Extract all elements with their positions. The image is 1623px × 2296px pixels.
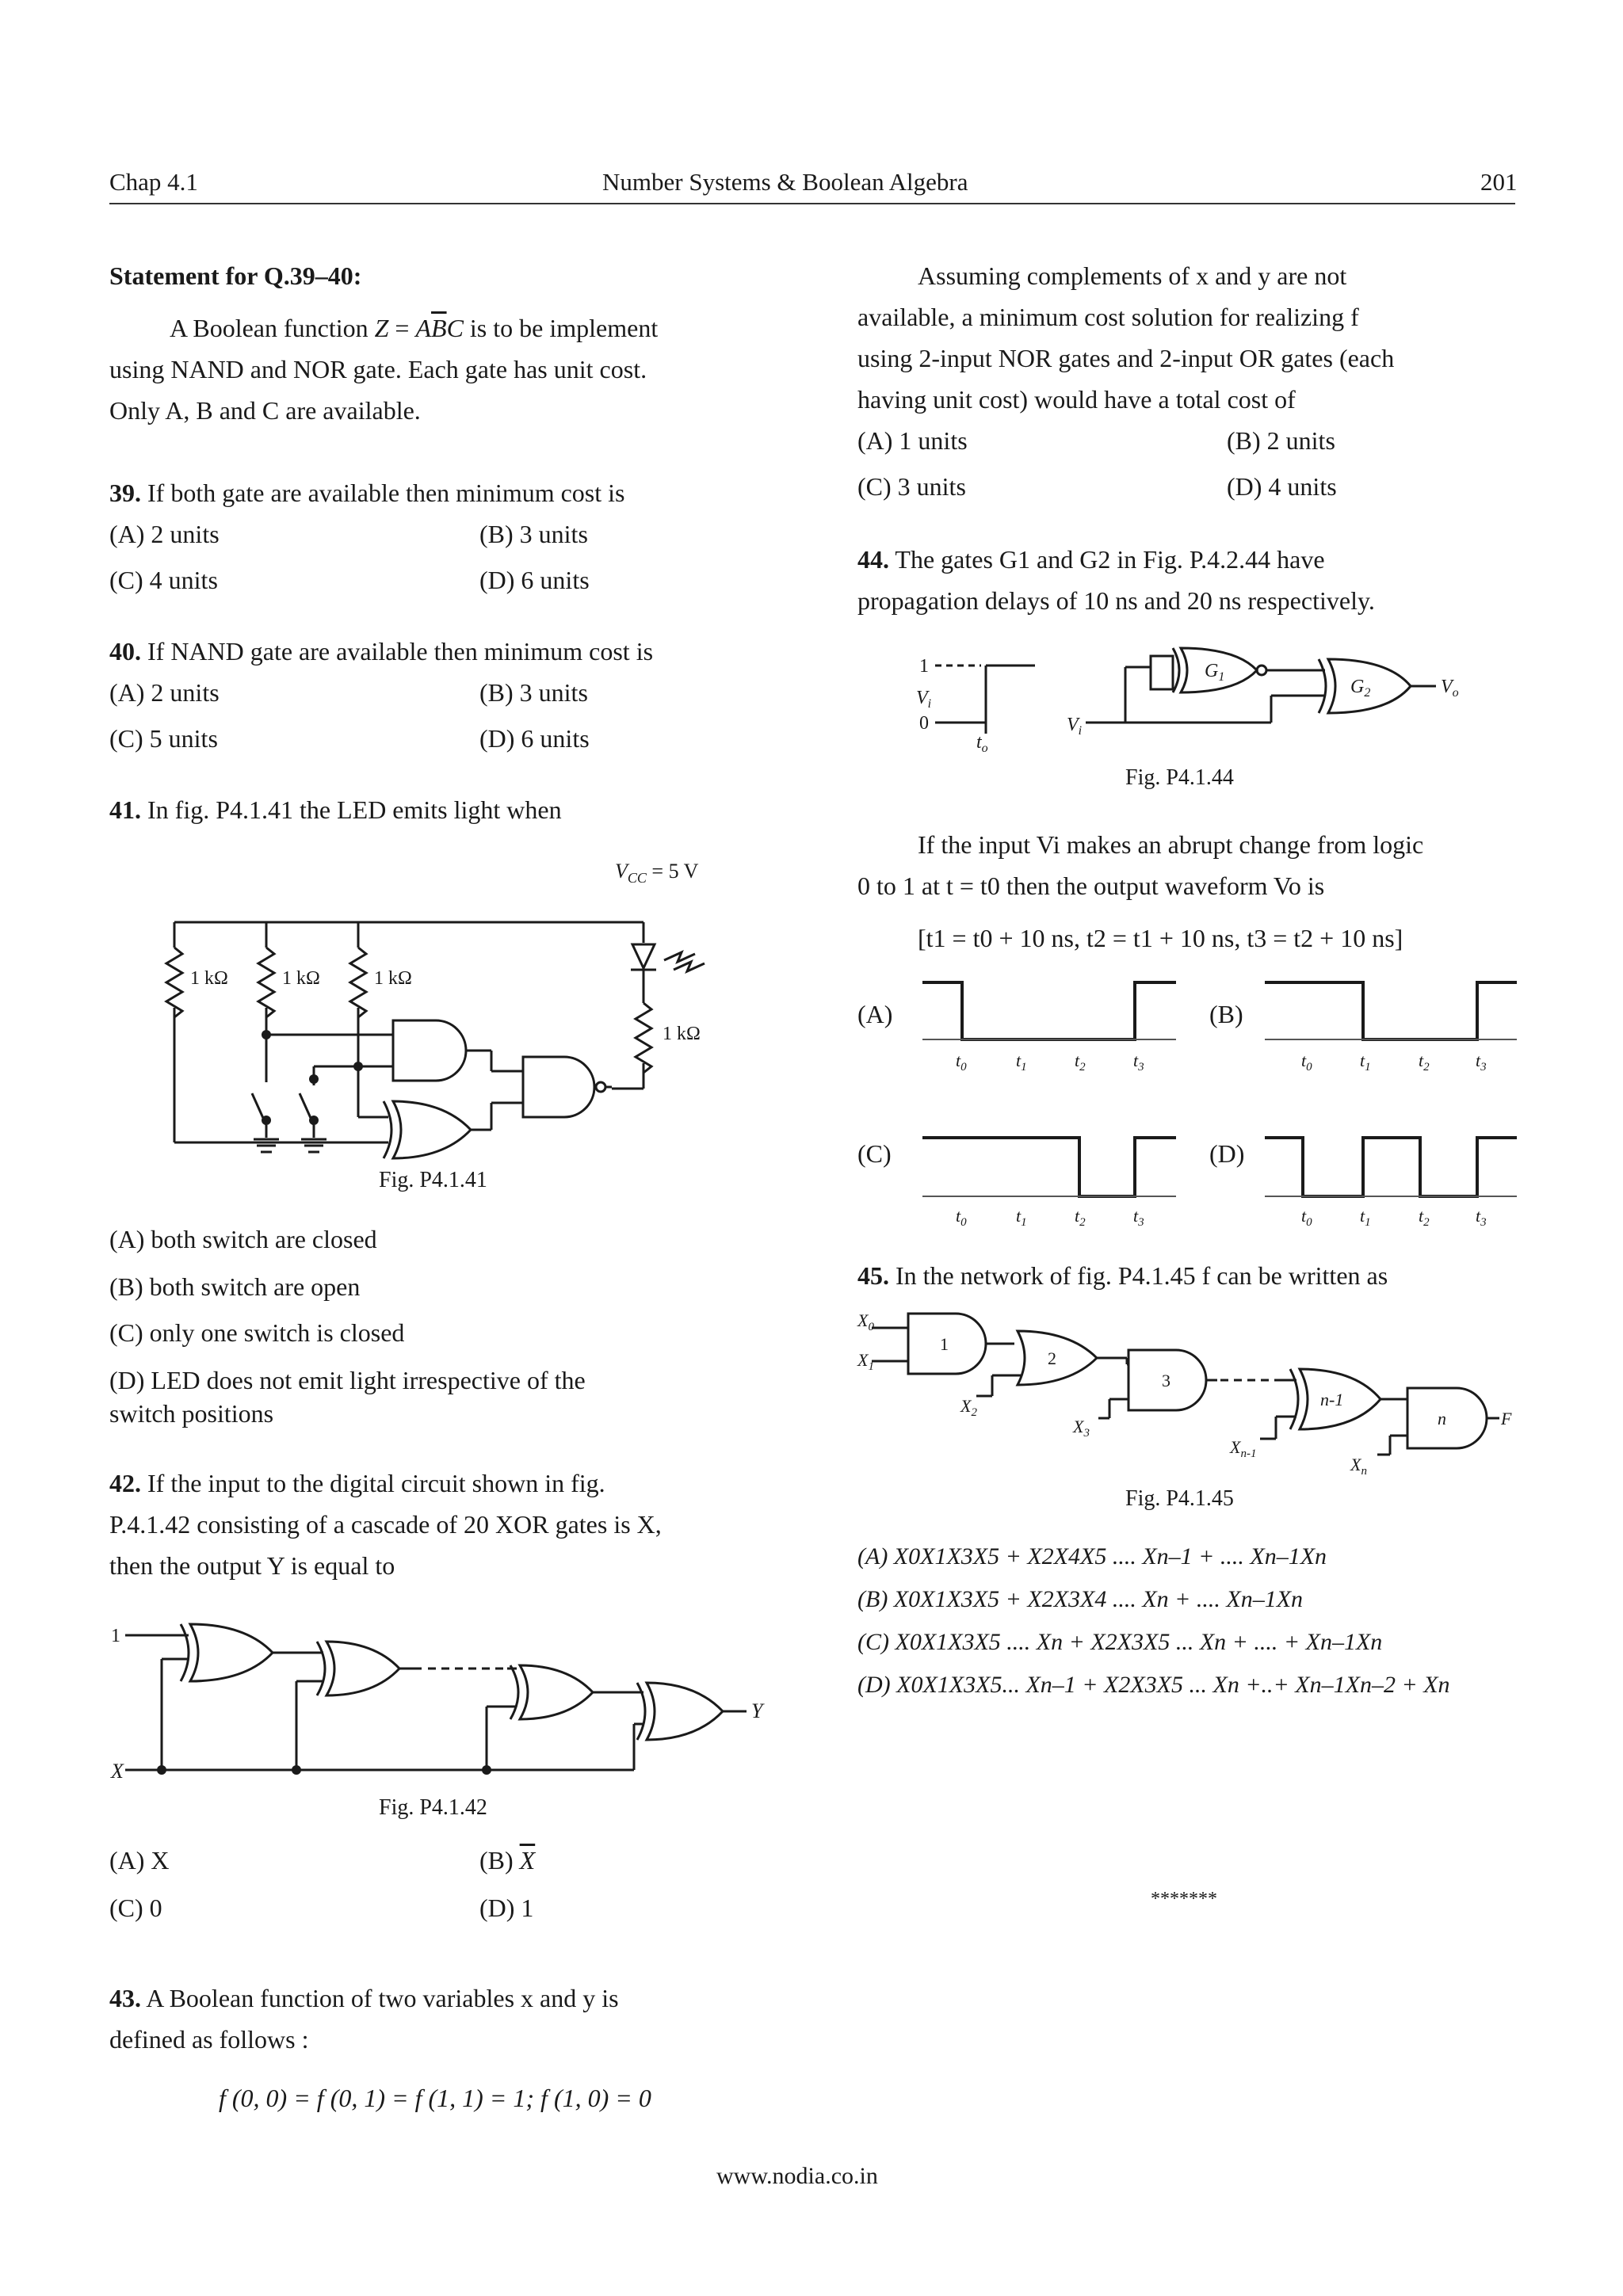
q45-option-c: (C) X0X1X3X5 .... Xn + X2X3X5 ... Xn + .... + Xn–1Xn [857,1629,1383,1655]
question-40: 40. If NAND gate are available then minimum cost is [109,637,654,666]
waveform-d-t3: $t_3$ [1476,1206,1487,1229]
waveform-d-t1: $t_1$ [1360,1206,1371,1229]
statement-line1: A Boolean function $Z = A\overline{B}C$ is to be implement [170,314,659,342]
q43-continued-line2: available, a minimum cost solution for realizing f [857,303,1359,331]
q44-fig-to: $t_o$ [976,732,988,755]
waveform-c-t3: $t_3$ [1133,1206,1144,1229]
question-43-line2: defined as follows : [109,2025,309,2054]
waveform-a-t1: $t_1$ [1016,1051,1027,1074]
q44-vo-label: $V_o$ [1441,677,1459,700]
question-42-line1: 42. If the input to the digital circuit shown in fig. [109,1469,605,1497]
vcc-label: $V_{CC} = 5$ V [615,860,699,886]
q45-xn1-label: $X_{n-1}$ [1230,1437,1257,1460]
question-42-line2: P.4.1.42 consisting of a cascade of 20 XOR gates is X, [109,1510,662,1539]
q45-output-f: F [1501,1409,1512,1428]
q40-option-b: (B) 3 units [479,678,588,707]
q45-gate-n-label: n [1438,1409,1446,1428]
q44-option-c: (C) [857,1139,892,1168]
q42-x-label: X [111,1760,124,1783]
q44-fig-zero: 0 [919,713,929,734]
header-title: Number Systems & Boolean Algebra [602,168,968,196]
q43-formula: f (0, 0) = f (0, 1) = f (1, 1) = 1; f (1, 0) = 0 [219,2084,651,2112]
question-39: 39. If both gate are available then minimum cost is [109,479,625,507]
q40-option-d: (D) 6 units [479,724,590,753]
footer-website[interactable]: www.nodia.co.in [716,2163,878,2189]
q42-y-label: Y [751,1699,763,1722]
q43-option-c: (C) 3 units [857,472,966,501]
q44-g1-label: $G_1$ [1205,661,1225,684]
statement-title: Statement for Q.39–40: [109,261,362,290]
q44-text-line2: 0 to 1 at t = t0 then the output waveform Vo is [857,871,1325,900]
caption-p4-1-44: Fig. P4.1.44 [1125,765,1234,790]
q44-option-d: (D) [1209,1139,1245,1168]
question-44-line1: 44. The gates G1 and G2 in Fig. P.4.2.44 have [857,545,1325,574]
question-45: 45. In the network of fig. P4.1.45 f can be written as [857,1261,1388,1290]
q44-option-b: (B) [1209,1000,1243,1028]
q45-gate-3-label: 3 [1162,1371,1170,1390]
statement-line2: using NAND and NOR gate. Each gate has unit cost. [109,355,647,383]
waveform-c-t0: $t_0$ [956,1206,967,1229]
end-marker: ******* [1151,1889,1217,1909]
waveform-d-t2: $t_2$ [1419,1206,1430,1229]
question-42-line3: then the output Y is equal to [109,1551,395,1580]
resistor-label-2: 1 kΩ [282,968,320,989]
caption-p4-1-42: Fig. P4.1.42 [379,1795,487,1820]
q45-x2-label: $X_2$ [960,1396,977,1419]
q39-option-d: (D) 6 units [479,566,590,594]
waveform-a-t2: $t_2$ [1075,1051,1086,1074]
resistor-label-3: 1 kΩ [374,968,412,989]
q43-option-d: (D) 4 units [1227,472,1337,501]
q42-option-b: (B) $\overline{X}$ [479,1846,536,1875]
q42-input-1-label: 1 [111,1626,120,1646]
q45-gate-n1-label: n-1 [1320,1390,1344,1409]
waveform-a-t0: $t_0$ [956,1051,967,1074]
waveform-b-t1: $t_1$ [1360,1051,1371,1074]
q43-continued-line3: using 2-input NOR gates and 2-input OR gates (each [857,344,1395,372]
q45-x0-label: $X_0$ [857,1310,874,1333]
q43-option-a: (A) 1 units [857,426,968,455]
q45-gate-2-label: 2 [1048,1348,1056,1368]
q43-continued-line4: having unit cost) would have a total cost of [857,385,1296,414]
waveform-b-t2: $t_2$ [1419,1051,1430,1074]
question-43-line1: 43. A Boolean function of two variables x and y is [109,1984,619,2012]
q45-xn-label: $X_n$ [1350,1455,1367,1478]
q42-option-a: (A) X [109,1846,170,1875]
q40-option-a: (A) 2 units [109,678,220,707]
waveform-d-t0: $t_0$ [1301,1206,1312,1229]
q45-x1-label: $X_1$ [857,1350,874,1373]
q39-option-c: (C) 4 units [109,566,218,594]
q45-option-b: (B) X0X1X3X5 + X2X3X4 .... Xn + .... Xn–1Xn [857,1586,1304,1612]
q41-option-d-line2: switch positions [109,1399,274,1428]
question-44-line2: propagation delays of 10 ns and 20 ns respectively. [857,586,1375,615]
q45-option-d: (D) X0X1X3X5... Xn–1 + X2X3X5 ... Xn +..+ Xn–1Xn–2 + Xn [857,1672,1450,1698]
q45-gate-1-label: 1 [940,1334,949,1354]
waveform-a-t3: $t_3$ [1133,1051,1144,1074]
q44-g2-label: $G_2$ [1350,677,1371,700]
q45-x3-label: $X_3$ [1073,1417,1090,1440]
waveform-c-t2: $t_2$ [1075,1206,1086,1229]
statement-line3: Only A, B and C are available. [109,396,421,425]
question-41: 41. In fig. P4.1.41 the LED emits light when [109,795,562,824]
caption-p4-1-45: Fig. P4.1.45 [1125,1486,1234,1511]
q45-option-a: (A) X0X1X3X5 + X2X4X5 .... Xn–1 + .... Xn–1Xn [857,1543,1327,1569]
q39-option-a: (A) 2 units [109,520,220,548]
resistor-label-4: 1 kΩ [663,1024,701,1044]
q40-option-c: (C) 5 units [109,724,218,753]
q39-option-b: (B) 3 units [479,520,588,548]
q41-option-a: (A) both switch are closed [109,1225,377,1253]
waveform-b-t0: $t_0$ [1301,1051,1312,1074]
resistor-label-1: 1 kΩ [190,968,228,989]
q43-continued-line1: Assuming complements of x and y are not [918,261,1347,290]
q44-text-line1: If the input Vi makes an abrupt change from logic [918,830,1424,859]
page-number: 201 [1480,168,1518,196]
q43-option-b: (B) 2 units [1227,426,1335,455]
q41-option-c: (C) only one switch is closed [109,1318,405,1347]
q44-option-a: (A) [857,1000,893,1028]
q42-option-d: (D) 1 [479,1894,534,1922]
q41-option-d-line1: (D) LED does not emit light irrespective of the [109,1366,586,1394]
header-chapter: Chap 4.1 [109,168,198,196]
q42-option-c: (C) 0 [109,1894,162,1922]
q44-fig-vi-left: $V_i$ [916,688,932,711]
q41-option-b: (B) both switch are open [109,1272,361,1301]
caption-p4-1-41: Fig. P4.1.41 [379,1168,487,1192]
q44-times: [t1 = t0 + 10 ns, t2 = t1 + 10 ns, t3 = t2 + 10 ns] [918,924,1403,952]
waveform-b-t3: $t_3$ [1476,1051,1487,1074]
q44-fig-one: 1 [919,656,929,677]
waveform-c-t1: $t_1$ [1016,1206,1027,1229]
q44-fig-vi-right: $V_i$ [1067,715,1083,738]
